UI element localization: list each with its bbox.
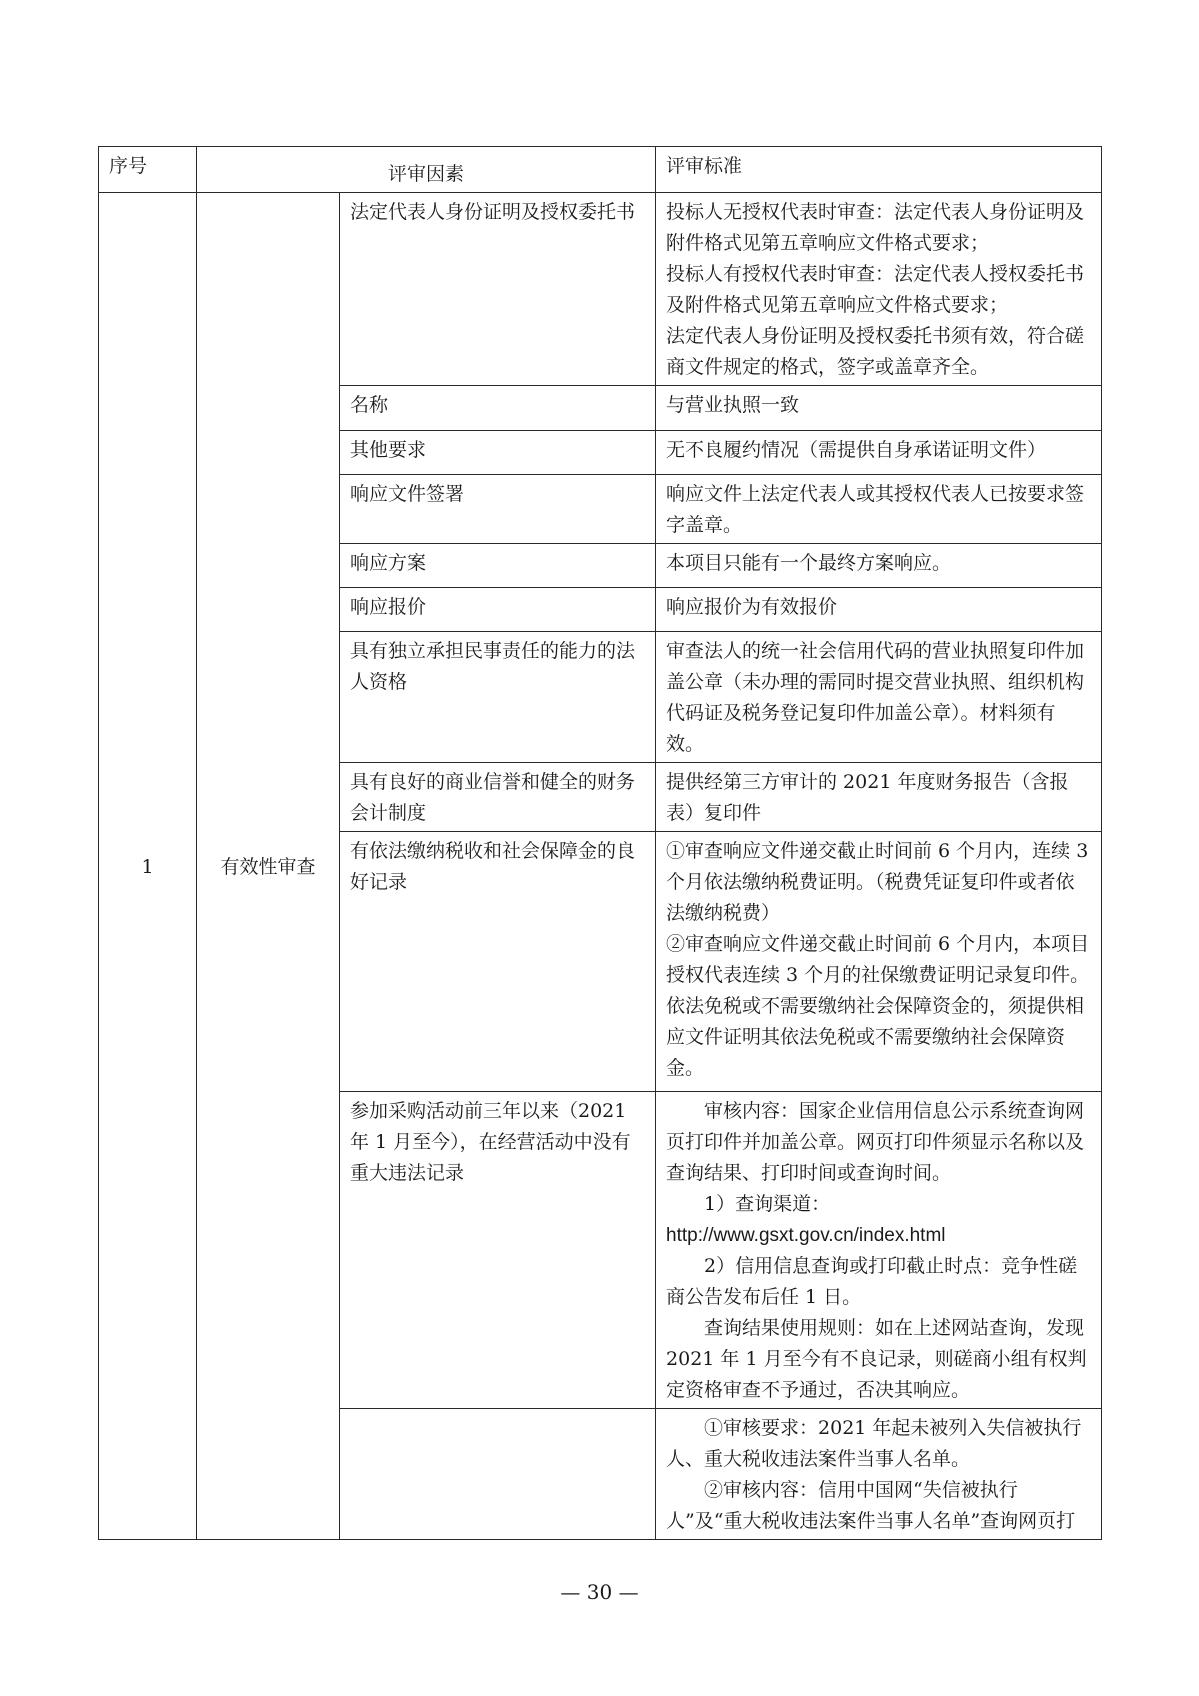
standard-paragraph: ①审核要求：2021 年起未被列入失信被执行人、重大税收违法案件当事人名单。 <box>666 1417 1082 1470</box>
factor-cell: 其他要求 <box>340 431 656 475</box>
seq-number-cell: 1 <box>99 193 197 1540</box>
standard-paragraph: 无不良履约情况（需提供自身承诺证明文件） <box>666 439 1047 461</box>
factor-cell: 参加采购活动前三年以来（2021 年 1 月至今），在经营活动中没有重大违法记录 <box>340 1092 656 1409</box>
standard-paragraph: 提供经第三方审计的 2021 年度财务报告（含报表）复印件 <box>666 771 1069 824</box>
page-number: — 30 — <box>560 1580 639 1604</box>
standard-paragraph: 本项目只能有一个最终方案响应。 <box>666 552 952 574</box>
table-header-row <box>99 147 1102 193</box>
review-criteria-table <box>98 146 1102 1540</box>
factor-cell: 法定代表人身份证明及授权委托书 <box>340 193 656 386</box>
standard-paragraph: ②审核内容：信用中国网“失信被执行人”及“重大税收违法案件当事人名单”查询网页打 <box>666 1479 1076 1532</box>
standard-paragraph: 审核内容：国家企业信用信息公示系统查询网页打印件并加盖公章。网页打印件须显示名称以及查询结果、打印时间或查询时间。 <box>666 1100 1085 1184</box>
factor-cell: 名称 <box>340 386 656 431</box>
standard-paragraph: 响应报价为有效报价 <box>666 596 838 618</box>
factor-cell <box>340 1409 656 1540</box>
header-factor: 评审因素 <box>197 147 656 193</box>
table-row <box>99 193 1102 386</box>
standard-paragraph: ①审查响应文件递交截止时间前 6 个月内，连续 3 个月依法缴纳税费证明。（税费凭证复印件或者依法缴纳税费） <box>666 840 1089 924</box>
standard-cell <box>656 832 1102 1092</box>
header-standard: 评审标准 <box>656 147 1102 193</box>
factor-cell: 响应方案 <box>340 544 656 588</box>
standard-cell <box>656 632 1102 763</box>
standard-cell <box>656 386 1102 431</box>
standard-cell <box>656 544 1102 588</box>
standard-paragraph: 查询结果使用规则：如在上述网站查询，发现 2021 年 1 月至今有不良记录，则磋商小组有权判定资格审查不予通过，否决其响应。 <box>666 1317 1087 1401</box>
standard-paragraph: 与营业执照一致 <box>666 394 800 416</box>
category-cell: 有效性审查 <box>197 193 340 1540</box>
standard-cell <box>656 588 1102 632</box>
standard-cell <box>656 1092 1102 1409</box>
factor-cell: 具有独立承担民事责任的能力的法人资格 <box>340 632 656 763</box>
factor-cell: 具有良好的商业信誉和健全的财务会计制度 <box>340 763 656 832</box>
standard-paragraph: 法定代表人身份证明及授权委托书须有效，符合磋商文件规定的格式，签字或盖章齐全。 <box>666 325 1085 378</box>
standard-paragraph: 投标人有授权代表时审查：法定代表人授权委托书及附件格式见第五章响应文件格式要求； <box>666 263 1085 316</box>
standard-paragraph: 2）信用信息查询或打印截止时点：竞争性磋商公告发布后任 1 日。 <box>666 1255 1078 1308</box>
standard-paragraph: 依法免税或不需要缴纳社会保障资金的，须提供相应文件证明其依法免税或不需要缴纳社会保障资金。 <box>666 995 1085 1079</box>
standard-url: http://www.gsxt.gov.cn/index.html <box>666 1225 946 1246</box>
factor-cell: 响应报价 <box>340 588 656 632</box>
factor-cell: 有依法缴纳税收和社会保障金的良好记录 <box>340 832 656 1092</box>
standard-paragraph: 审查法人的统一社会信用代码的营业执照复印件加盖公章（未办理的需同时提交营业执照、组织机构代码证及税务登记复印件加盖公章）。材料须有效。 <box>666 640 1085 755</box>
header-seq: 序号 <box>99 147 197 193</box>
standard-cell <box>656 431 1102 475</box>
standard-cell <box>656 763 1102 832</box>
standard-cell <box>656 1409 1102 1540</box>
standard-cell <box>656 475 1102 544</box>
factor-cell: 响应文件签署 <box>340 475 656 544</box>
standard-paragraph: 响应文件上法定代表人或其授权代表人已按要求签字盖章。 <box>666 483 1085 536</box>
standard-cell <box>656 193 1102 386</box>
standard-paragraph: ②审查响应文件递交截止时间前 6 个月内，本项目授权代表连续 3 个月的社保缴费证明记录复印件。 <box>666 933 1090 986</box>
standard-paragraph: 投标人无授权代表时审查：法定代表人身份证明及附件格式见第五章响应文件格式要求； <box>666 201 1085 254</box>
standard-paragraph: 1）查询渠道： <box>704 1193 831 1215</box>
